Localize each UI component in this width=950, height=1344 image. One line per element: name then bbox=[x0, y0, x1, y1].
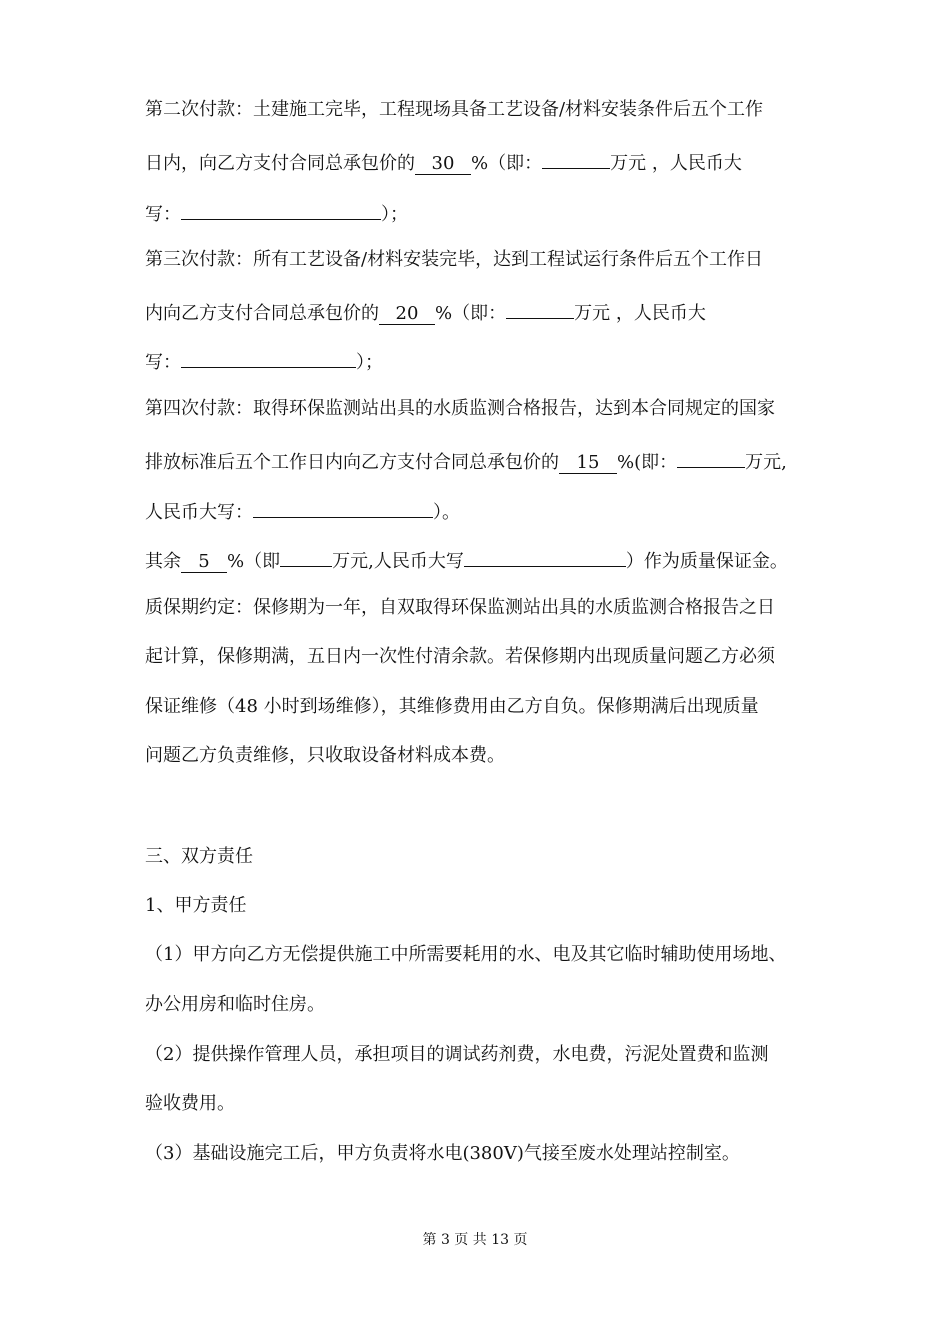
payment-3-line-3 bbox=[145, 347, 383, 375]
text: 万元 ，人民币大 bbox=[574, 303, 706, 324]
text: ）。 bbox=[433, 502, 460, 523]
text: 其余 bbox=[145, 551, 181, 572]
amount-blank bbox=[542, 148, 610, 169]
text: 内向乙方支付合同总承包价的 bbox=[145, 303, 379, 324]
percent-blank: 5 bbox=[181, 552, 227, 573]
warranty-line-4: 问题乙方负责维修，只收取设备材料成本费。 bbox=[145, 745, 505, 766]
text: ）； bbox=[356, 352, 383, 373]
text: 排放标准后五个工作日内向乙方支付合同总承包价的 bbox=[145, 452, 559, 473]
text: ）； bbox=[381, 204, 408, 225]
amount-blank bbox=[506, 298, 574, 319]
text: %（即： bbox=[471, 153, 543, 174]
payment-4-line-2 bbox=[145, 447, 787, 475]
text: %（即 bbox=[227, 551, 281, 572]
amount-blank bbox=[677, 447, 745, 468]
warranty-line-2: 起计算，保修期满，五日内一次性付清余款。若保修期内出现质量问题乙方必须 bbox=[145, 646, 775, 667]
text: ）作为质量保证金。 bbox=[625, 551, 788, 572]
duty-1-line-2: 办公用房和临时住房。 bbox=[145, 994, 325, 1015]
text: 日内，向乙方支付合同总承包价的 bbox=[145, 153, 415, 174]
text: 万元 ，人民币大 bbox=[610, 153, 742, 174]
duty-1-line-1: （1）甲方向乙方无偿提供施工中所需要耗用的水、电及其它临时辅助使用场地、 bbox=[145, 944, 787, 965]
payment-4-line-1: 第四次付款：取得环保监测站出具的水质监测合格报告，达到本合同规定的国家 bbox=[145, 398, 775, 419]
payment-3-line-2 bbox=[145, 298, 706, 326]
warranty-line-3: 保证维修（48 小时到场维修），其维修费用由乙方自负。保修期满后出现质量 bbox=[145, 696, 759, 717]
subsection-heading: 1、甲方责任 bbox=[145, 895, 247, 916]
warranty-line-1: 质保期约定：保修期为一年，自双取得环保监测站出具的水质监测合格报告之日 bbox=[145, 597, 775, 618]
retention-line bbox=[145, 546, 788, 574]
text: 万元,人民币大写 bbox=[332, 551, 464, 572]
text: %(即： bbox=[617, 452, 678, 473]
page-footer: 第 3 页 共 13 页 bbox=[422, 1232, 528, 1248]
amount-words-blank bbox=[464, 546, 626, 567]
text: %（即： bbox=[435, 303, 507, 324]
payment-4-line-3 bbox=[145, 497, 460, 525]
amount-blank bbox=[280, 546, 332, 567]
duty-3-line: （3）基础设施完工后，甲方负责将水电(380V)气接至废水处理站控制室。 bbox=[145, 1143, 740, 1164]
duty-2-line-1: （2）提供操作管理人员，承担项目的调试药剂费，水电费，污泥处置费和监测 bbox=[145, 1044, 769, 1065]
percent-blank: 30 bbox=[415, 154, 471, 175]
text: 万元, bbox=[745, 452, 787, 473]
duty-2-line-2: 验收费用。 bbox=[145, 1093, 235, 1114]
percent-blank: 15 bbox=[559, 453, 617, 474]
amount-words-blank bbox=[181, 347, 356, 368]
amount-words-blank bbox=[181, 199, 381, 220]
text: 人民币大写： bbox=[145, 502, 253, 523]
payment-2-line-3 bbox=[145, 199, 408, 227]
amount-words-blank bbox=[253, 497, 433, 518]
percent-blank: 20 bbox=[379, 304, 435, 325]
text: 写： bbox=[145, 352, 181, 373]
text: 写： bbox=[145, 204, 181, 225]
section-heading: 三、双方责任 bbox=[145, 846, 253, 867]
payment-3-line-1: 第三次付款：所有工艺设备/材料安装完毕，达到工程试运行条件后五个工作日 bbox=[145, 249, 764, 270]
payment-2-line-2 bbox=[145, 148, 742, 176]
payment-2-line-1: 第二次付款：土建施工完毕，工程现场具备工艺设备/材料安装条件后五个工作 bbox=[145, 99, 764, 120]
